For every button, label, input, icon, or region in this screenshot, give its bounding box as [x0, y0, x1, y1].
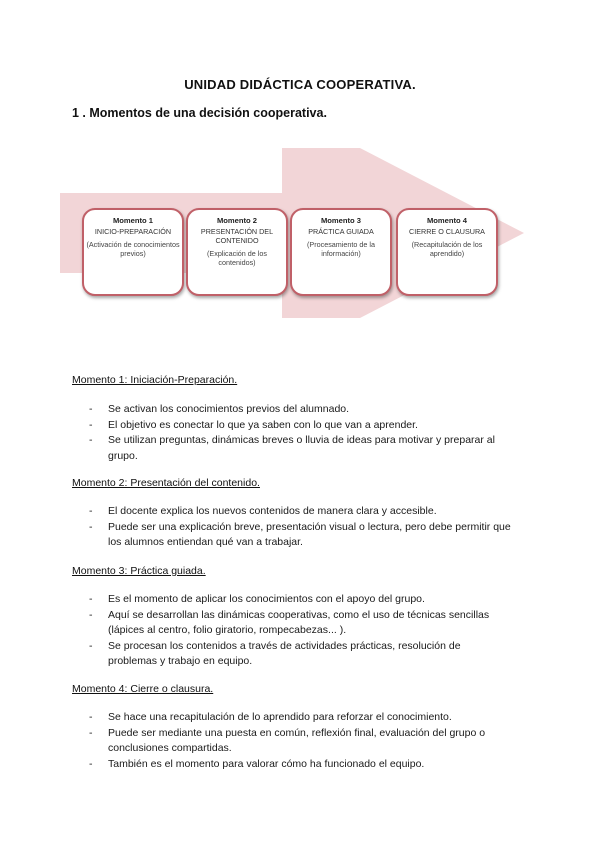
moment-heading: Momento 3: Práctica guiada. — [72, 565, 206, 577]
moment-box-title: Momento 2 — [216, 216, 258, 225]
moment-box-3 — [290, 208, 392, 296]
list-item: - El objetivo es conectar lo que ya saben con lo que van a aprender. — [72, 418, 512, 434]
list-item: - Se utilizan preguntas, dinámicas breves o lluvia de ideas para motivar y preparar al grupo. — [72, 433, 512, 464]
list-item: - Se activan los conocimientos previos del alumnado. — [72, 402, 512, 418]
moment-heading: Momento 4: Cierre o clausura. — [72, 683, 214, 695]
list-item: - Puede ser una explicación breve, presentación visual o lectura, pero debe permitir que los alumnos entiendan qué van a trabajar. — [72, 520, 512, 551]
moment-box-subtitle: INICIO-PREPARACIÓN — [94, 227, 172, 236]
moment-box-subtitle: CIERRE O CLAUSURA — [409, 227, 485, 236]
moment-heading: Momento 2: Presentación del contenido. — [72, 477, 260, 489]
moments-diagram — [60, 148, 540, 318]
moment-box-subtitle: PRÁCTICA GUIADA — [308, 227, 374, 236]
list-item: - Puede ser mediante una puesta en común, reflexión final, evaluación del grupo o conclusiones compartidas. — [72, 726, 512, 757]
list-item: - También es el momento para valorar cómo ha funcionado el equipo. — [72, 757, 512, 773]
moment-box-2 — [186, 208, 288, 296]
list-item: - Aquí se desarrollan las dinámicas cooperativas, como el uso de técnicas sencillas (lápices al centro, folio giratorio, rompecabezas... ). — [72, 608, 512, 639]
moment-box-subtitle: PRESENTACIÓN DEL CONTENIDO — [200, 227, 274, 245]
moment-box-description: (Explicación de los contenidos) — [207, 249, 267, 267]
list-item: - Es el momento de aplicar los conocimientos con el apoyo del grupo. — [72, 592, 512, 608]
bullet-list — [72, 710, 512, 772]
list-item: - El docente explica los nuevos contenidos de manera clara y accesible. — [72, 504, 512, 520]
section-heading: 1 . Momentos de una decisión cooperativa. — [72, 106, 327, 120]
moment-box-4 — [396, 208, 498, 296]
list-item: - Se procesan los contenidos a través de actividades prácticas, resolución de problemas y trabajo en equipo. — [72, 639, 512, 670]
moment-box-description: (Procesamiento de la información) — [307, 240, 375, 258]
moment-box-title: Momento 1 — [112, 216, 154, 225]
bullet-list — [72, 592, 512, 670]
moment-box-title: Momento 4 — [426, 216, 468, 225]
moment-box-description: (Recapitulación de los aprendido) — [411, 240, 483, 258]
bullet-list — [72, 402, 512, 464]
moment-box-1 — [82, 208, 184, 296]
moment-box-description: (Activación de conocimientos previos) — [86, 240, 180, 258]
list-item: - Se hace una recapitulación de lo aprendido para reforzar el conocimiento. — [72, 710, 512, 726]
bullet-list — [72, 504, 512, 551]
moment-box-title: Momento 3 — [320, 216, 362, 225]
moment-heading: Momento 1: Iniciación-Preparación. — [72, 374, 238, 386]
document-title: UNIDAD DIDÁCTICA COOPERATIVA. — [184, 77, 416, 92]
